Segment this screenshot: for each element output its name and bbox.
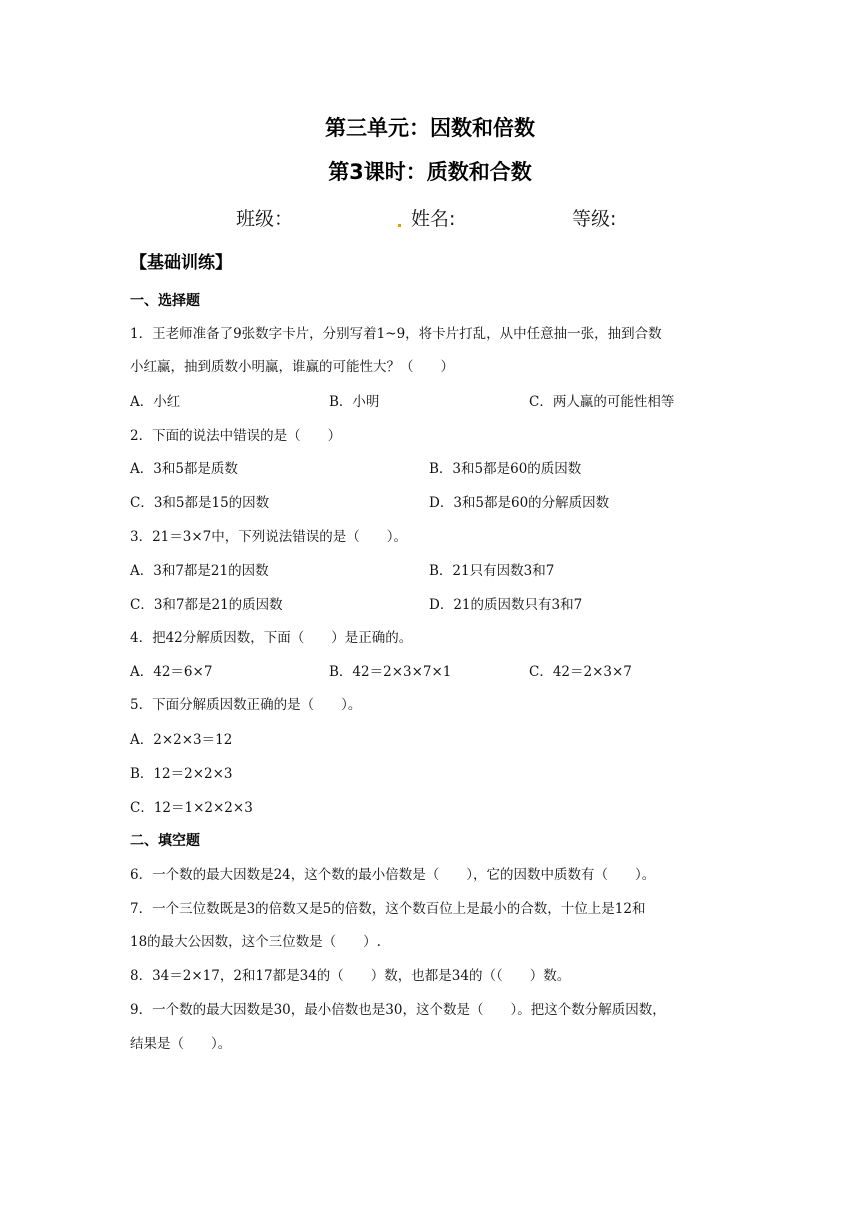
question-3-option-c: C．3和7都是21的质因数	[130, 597, 283, 613]
section-basic-training: 【基础训练】	[130, 253, 232, 273]
question-5-line-1: 5．下面分解质因数正确的是（ ）。	[130, 697, 362, 713]
question-7-line-2: 18的最大公因数，这个三位数是（ ）.	[130, 934, 381, 950]
question-3-option-a: A．3和7都是21的因数	[130, 563, 269, 579]
question-1-line-1: 1．王老师准备了9张数字卡片，分别写着1~9，将卡片打乱，从中任意抽一张，抽到合数	[130, 326, 662, 342]
question-2-option-d: D．3和5都是60的分解质因数	[429, 495, 610, 511]
underline-mark	[398, 224, 401, 227]
name-label: 姓名:	[411, 208, 456, 230]
question-6-line-1: 6．一个数的最大因数是24，这个数的最小倍数是（ ），它的因数中质数有（ ）。	[130, 867, 656, 883]
grade-label: 等级:	[572, 208, 617, 230]
question-4-line-1: 4．把42分解质因数，下面（ ）是正确的。	[130, 630, 413, 646]
question-3-line-1: 3．21＝3×7中，下列说法错误的是（ ）。	[130, 529, 408, 545]
section-fill-in-blank: 二、填空题	[130, 833, 200, 849]
section-multiple-choice: 一、选择题	[130, 293, 200, 309]
question-2-option-c: C．3和5都是15的因数	[130, 495, 270, 511]
question-1-option-b: B．小明	[329, 394, 380, 410]
unit-title: 第三单元：因数和倍数	[325, 116, 535, 140]
question-4-option-b: B．42＝2×3×7×1	[329, 664, 452, 680]
question-2-option-b: B．3和5都是60的质因数	[429, 461, 582, 477]
question-9-line-1: 9．一个数的最大因数是30，最小倍数也是30，这个数是（ ）。把这个数分解质因数，	[130, 1002, 666, 1018]
lesson-title: 第3课时：质数和合数	[328, 160, 532, 184]
question-3-option-b: B．21只有因数3和7	[429, 563, 555, 579]
question-2-line-1: 2．下面的说法中错误的是（ ）	[130, 428, 342, 444]
question-1-option-a: A．小红	[130, 394, 181, 410]
question-1-option-c: C．两人赢的可能性相等	[529, 394, 675, 410]
question-5-option-c: C．12＝1×2×2×3	[130, 800, 253, 816]
question-3-option-d: D．21的质因数只有3和7	[429, 597, 583, 613]
question-5-option-a: A．2×2×3＝12	[130, 732, 233, 748]
question-4-option-c: C．42＝2×3×7	[529, 664, 632, 680]
question-4-option-a: A．42＝6×7	[130, 664, 213, 680]
question-8-line-1: 8．34＝2×17，2和17都是34的（ ）数，也都是34的（（ ）数。	[130, 968, 571, 984]
question-2-option-a: A．3和5都是质数	[130, 461, 238, 477]
question-9-line-2: 结果是（ ）。	[130, 1036, 232, 1052]
question-7-line-1: 7．一个三位数既是3的倍数又是5的倍数，这个数百位上是最小的合数，十位上是12和	[130, 901, 646, 917]
question-1-line-2: 小红赢，抽到质数小明赢，谁赢的可能性大？（ ）	[130, 359, 454, 375]
question-5-option-b: B．12＝2×2×3	[130, 766, 233, 782]
class-label: 班级：	[236, 208, 294, 230]
